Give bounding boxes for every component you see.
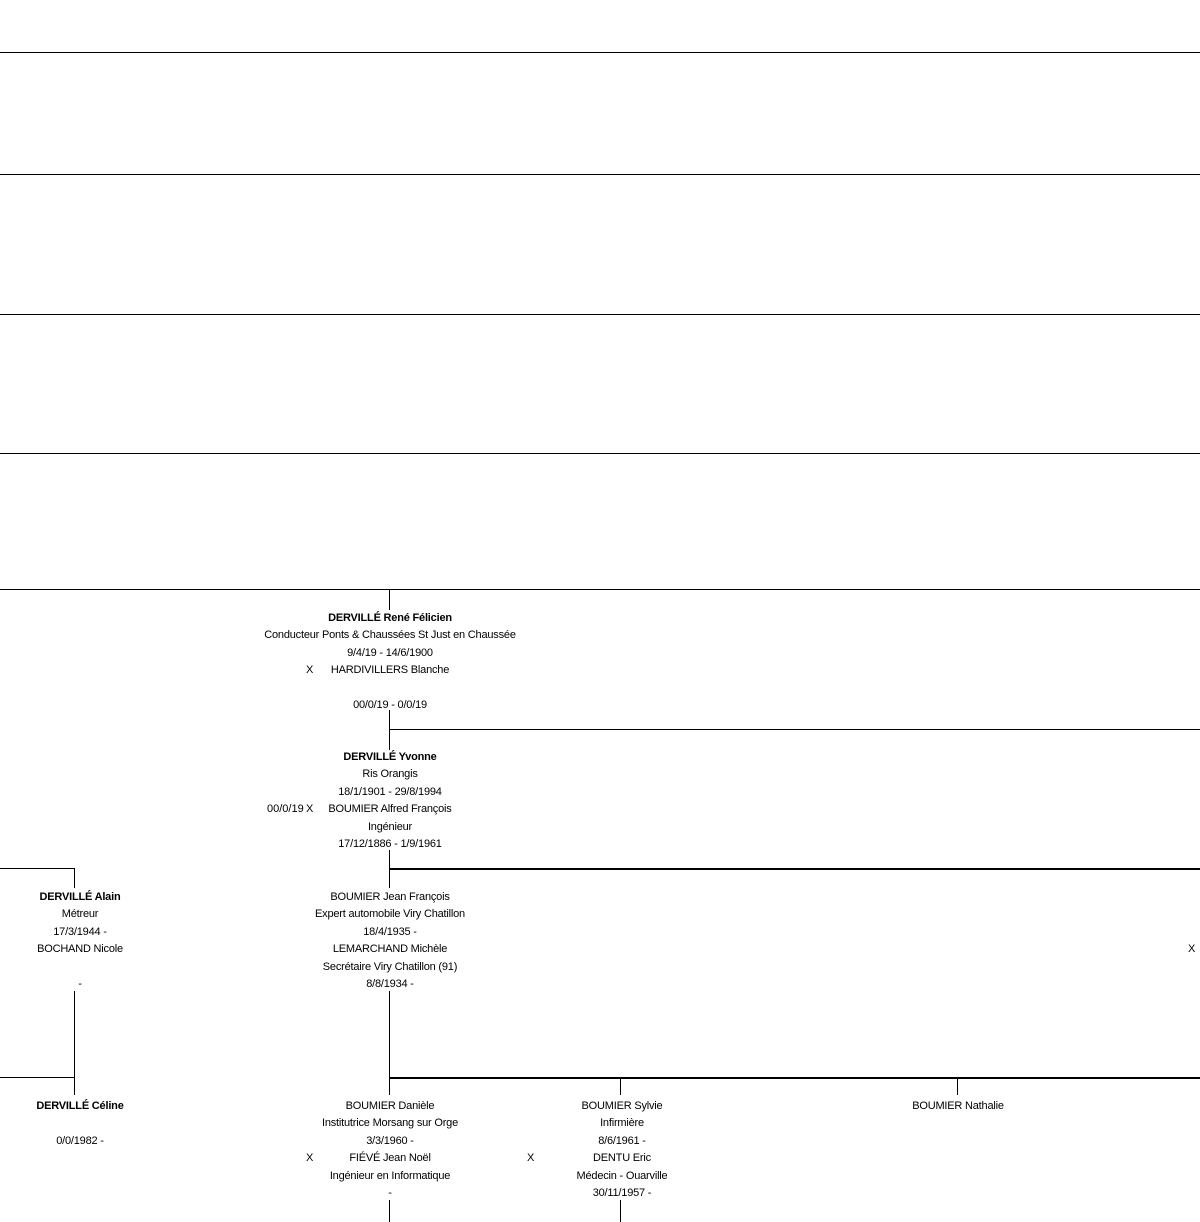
person-occupation: Métreur — [61, 908, 99, 921]
marriage-marker: X — [306, 664, 314, 676]
person-jean-francois[interactable] — [240, 889, 540, 993]
person-occupation: Expert automobile Viry Chatillon — [315, 908, 465, 921]
person-dates: 18/4/1935 - — [363, 925, 417, 938]
connector-yvonne-branch — [389, 868, 1200, 870]
generation-separator-3 — [0, 314, 1200, 315]
spouse-dates: 30/11/1957 - — [592, 1187, 652, 1200]
connector-alain-celine — [74, 991, 75, 1095]
person-name: BOUMIER Jean François — [330, 891, 450, 903]
connector-sylvie-bottom — [620, 1200, 621, 1222]
person-celine[interactable] — [0, 1098, 230, 1150]
person-dates: 3/3/1960 - — [366, 1134, 414, 1147]
marriage-marker: X — [306, 803, 314, 815]
generation-separator-5 — [0, 589, 1200, 590]
person-alain[interactable] — [0, 889, 230, 993]
spouse-dates: - — [388, 1187, 392, 1200]
generation-separator-4 — [0, 453, 1200, 454]
person-name: DERVILLÉ Yvonne — [343, 751, 437, 763]
connector-sylvie-top — [620, 1078, 621, 1095]
person-dates: 8/6/1961 - — [598, 1134, 646, 1147]
person-name: DERVILLÉ Alain — [39, 891, 121, 903]
person-dates: 18/1/1901 - 29/8/1994 — [338, 785, 442, 798]
marriage-marker-right: X — [1188, 943, 1196, 955]
person-name: BOUMIER Danièle — [345, 1100, 435, 1112]
connector-daniele-bottom — [389, 1200, 390, 1222]
person-occupation: Infirmière — [600, 1117, 644, 1130]
person-name: BOUMIER Nathalie — [912, 1100, 1004, 1112]
person-nathalie[interactable] — [808, 1098, 1108, 1115]
connector-children-bar — [389, 1077, 1200, 1079]
spouse-name: HARDIVILLERS Blanche — [330, 664, 450, 677]
generation-separator-2 — [0, 174, 1200, 175]
connector-rene-top — [389, 590, 390, 610]
spouse-name: DENTU Eric — [593, 1152, 651, 1165]
person-dates: 17/3/1944 - — [53, 925, 107, 938]
person-dates: 9/4/19 - 14/6/1900 — [347, 646, 433, 659]
spouse-dates: 8/8/1934 - — [366, 978, 414, 991]
person-dates: 0/0/1982 - — [56, 1134, 104, 1147]
spouse-name: LEMARCHAND Michèle — [332, 943, 448, 956]
person-name: DERVILLÉ Céline — [36, 1100, 124, 1112]
connector-jf-children — [389, 991, 390, 1095]
spouse-dates: 00/0/19 - 0/0/19 — [353, 699, 427, 712]
spouse-name: BOCHAND Nicole — [37, 943, 123, 956]
spouse-name: BOUMIER Alfred François — [328, 803, 452, 816]
person-sylvie[interactable] — [472, 1098, 772, 1202]
marriage-marker: X — [527, 1152, 535, 1164]
connector-rene-yvonne — [389, 710, 390, 750]
marriage-date: 00/0/19 — [267, 803, 304, 815]
connector-alain-top — [74, 868, 75, 888]
person-name: DERVILLÉ René Félicien — [328, 612, 452, 624]
connector-celine-bar — [0, 1077, 75, 1078]
generation-separator-1 — [0, 52, 1200, 53]
person-name: BOUMIER Sylvie — [581, 1100, 663, 1112]
connector-alain-bar — [0, 868, 75, 869]
spouse-occupation: Ingénieur en Informatique — [329, 1169, 451, 1182]
spouse-dates: 17/12/1886 - 1/9/1961 — [338, 838, 442, 851]
spouse-occupation: Ingénieur — [367, 820, 413, 833]
connector-nathalie-top — [957, 1078, 958, 1095]
person-rene[interactable] — [240, 610, 540, 714]
person-occupation: Institutrice Morsang sur Orge — [321, 1117, 459, 1130]
person-place: Ris Orangis — [362, 768, 418, 781]
spouse-occupation: Secrétaire Viry Chatillon (91) — [322, 960, 458, 973]
person-occupation: Conducteur Ponts & Chaussées St Just en Chaussée — [264, 629, 516, 642]
marriage-marker: X — [306, 1152, 314, 1164]
spouse-dates: - — [78, 978, 82, 991]
spouse-occupation: Médecin - Ouarville — [576, 1169, 668, 1182]
spouse-name: FIÉVÉ Jean Noël — [349, 1152, 431, 1165]
connector-rene-branch — [389, 729, 1200, 730]
